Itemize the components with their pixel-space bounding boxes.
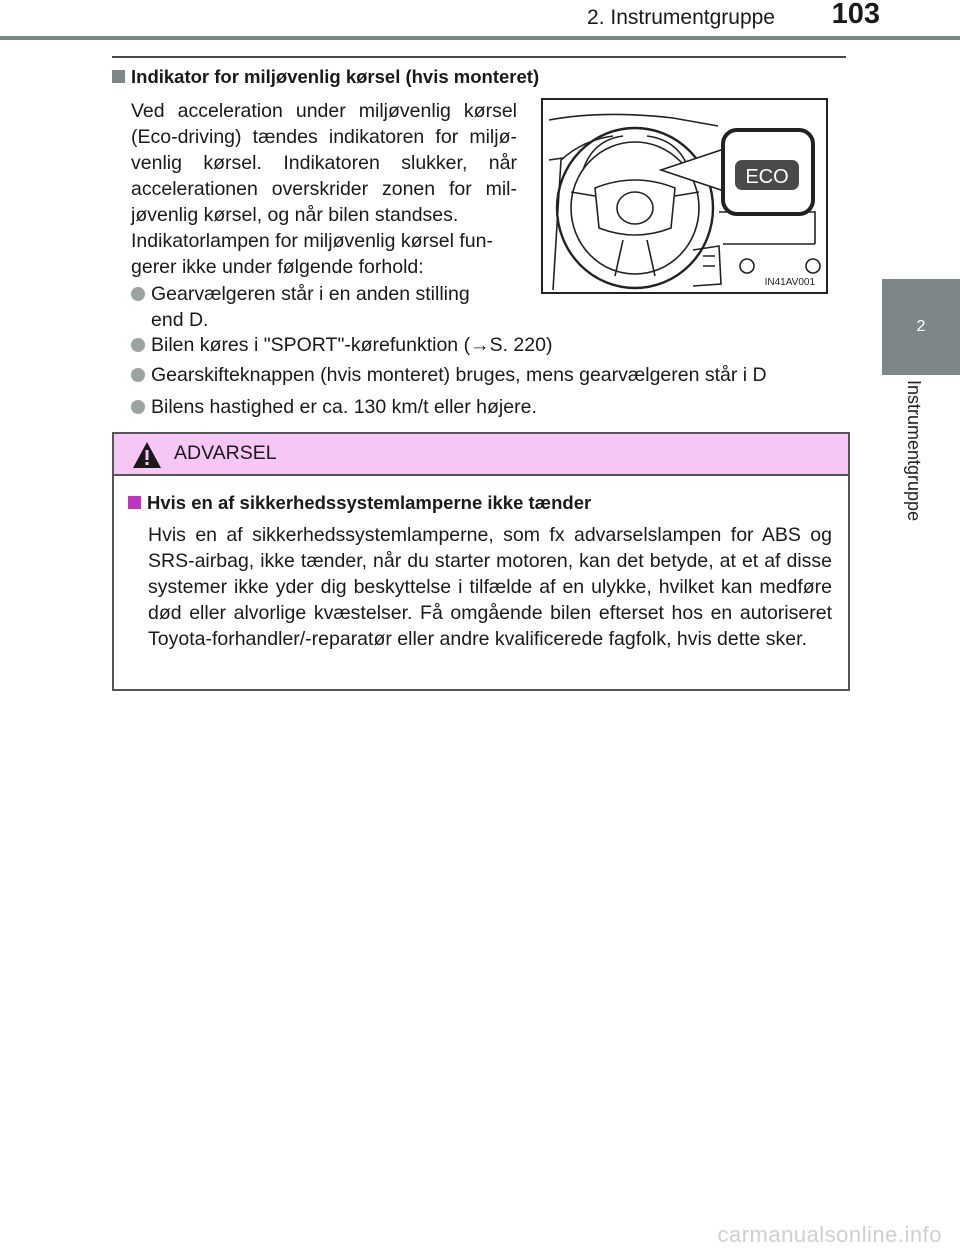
warning-subheading-text: Hvis en af sikkerhedssystemlamperne ikke tænder xyxy=(147,492,592,513)
warning-title: ADVARSEL xyxy=(174,442,277,464)
warning-triangle-icon xyxy=(132,441,162,469)
list-item-text: Bilen køres i "SPORT"-kørefunktion (→S. 220) xyxy=(151,334,553,356)
subheading-square-icon xyxy=(128,496,141,509)
warning-header xyxy=(114,434,848,476)
list-item xyxy=(131,281,521,333)
eco-indicator-label: ECO xyxy=(745,166,789,188)
section-heading xyxy=(112,66,539,88)
bullet-dot-icon xyxy=(131,287,145,301)
section-title: 2. Instrumentgruppe xyxy=(587,6,775,29)
chapter-tab: 2 xyxy=(882,279,960,375)
warning-box xyxy=(112,432,850,691)
paragraph-conditions-intro: Indikatorlampen for miljøvenlig kørsel fun-gerer ikke under følgende forhold: xyxy=(131,230,493,278)
watermark: carmanualsonline.info xyxy=(717,1222,942,1247)
header-rule xyxy=(0,36,960,40)
eco-indicator-figure xyxy=(541,98,828,294)
list-item-text: Gearvælgeren står i en anden stilling xyxy=(151,283,470,305)
warning-body: Hvis en af sikkerhedssystemlamperne, som fx advarselslampen for ABS og SRS-airbag, ikke tænder, når du starter motoren, kan det betyde, at et af disse systemer ikke yder dig beskyttelse i tilfælde af en ulykke, hvilket kan medføre død eller alvorlige kvæstelser. Få omgående bilen efterset hos en autoriseret Toyota-forhandler/-reparatør eller andre kvalificerede fagfolk, hvis dette sker. xyxy=(148,524,832,650)
chapter-tab-label: Instrumentgruppe xyxy=(904,380,924,522)
list-item-text: Gearskifteknappen (hvis monteret) bruges, mens gearvælgeren står i D xyxy=(151,364,767,386)
figure-code: IN41AV001 xyxy=(764,277,815,288)
bullet-dot-icon xyxy=(131,338,145,352)
list-item-text: Bilens hastighed er ca. 130 km/t eller højere. xyxy=(151,396,537,418)
warning-subheading xyxy=(128,492,591,514)
bullet-dot-icon xyxy=(131,400,145,414)
list-item xyxy=(131,332,552,358)
sub-rule xyxy=(112,56,846,58)
bullet-dot-icon xyxy=(131,368,145,382)
section-heading-text: Indikator for miljøvenlig kørsel (hvis monteret) xyxy=(131,66,540,87)
list-item xyxy=(131,362,767,388)
page-number: 103 xyxy=(831,0,880,30)
dashboard-illustration xyxy=(543,100,826,292)
list-item-text-continued: end D. xyxy=(151,309,209,331)
paragraph-eco-description: Ved acceleration under miljøvenlig kørsel (Eco-driving) tændes indikatoren for miljø-venlig kørsel. Indikatoren slukker, når accelerationen overskrider zonen for mil-jøvenlig kørsel, og når bilen standses. xyxy=(131,100,517,226)
list-item xyxy=(131,394,537,420)
heading-square-icon xyxy=(112,70,125,83)
